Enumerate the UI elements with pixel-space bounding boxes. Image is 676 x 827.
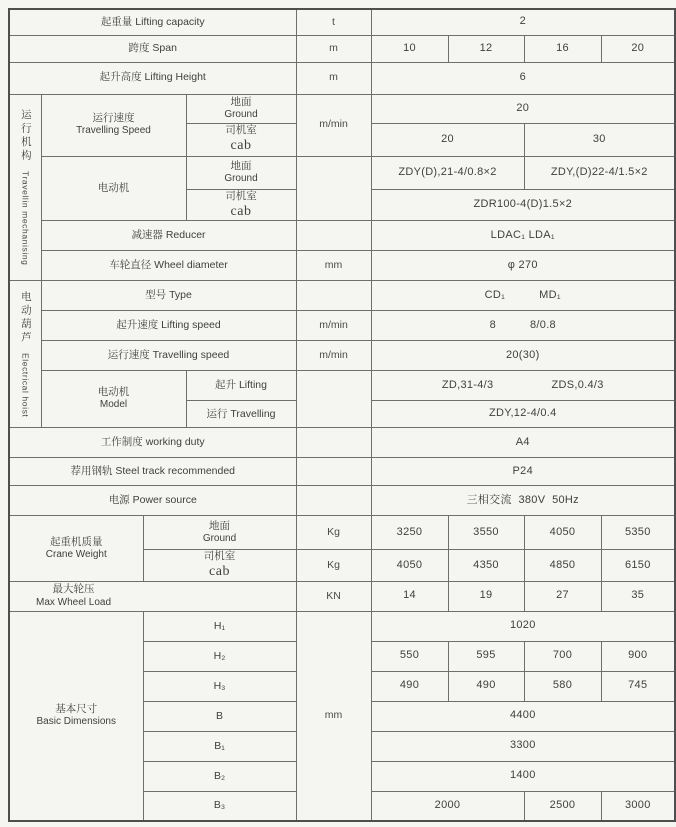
section-travelling-mechanism-en: Travellin mechanising — [20, 171, 31, 266]
cab-label-en: cab — [230, 203, 252, 219]
hoist-type-value — [371, 281, 675, 311]
hoist-motor-label-zh: 电动机 — [97, 386, 130, 399]
dim-h2-value: 550 — [371, 641, 448, 671]
row-steel-track — [9, 458, 675, 486]
max-wheel-load-unit: KN — [296, 581, 371, 611]
hoist-motor-lifting-value — [371, 371, 675, 401]
power-source-label: 电源 Power source — [9, 486, 296, 516]
dim-h2-value: 900 — [601, 641, 675, 671]
travel-motor-ground-value-right: ZDY,(D)22-4/1.5×2 — [524, 156, 675, 189]
travel-speed-cab-value-right: 30 — [524, 123, 675, 156]
dim-h3-label: H₃ — [143, 671, 296, 701]
power-source-value: 三相交流 380V 50Hz — [371, 486, 675, 516]
hoist-travelling-speed-label: 运行速度 Travelling speed — [41, 341, 296, 371]
max-wheel-load-label-zh: 最大轮压 — [52, 583, 95, 596]
crane-weight-cab-value: 4350 — [448, 550, 524, 582]
crane-spec-sheet — [8, 8, 676, 822]
cab-label-en: cab — [230, 138, 252, 154]
working-duty-value: A4 — [371, 428, 675, 458]
crane-weight-ground-value: 3250 — [371, 516, 448, 550]
row-power-source — [9, 486, 675, 516]
basic-dimensions-label-en: Basic Dimensions — [36, 716, 116, 728]
hoist-type-value-left: CD₁ — [484, 288, 506, 301]
hoist-motor-travelling-value: ZDY,12-4/0.4 — [371, 401, 675, 428]
span-value: 20 — [601, 35, 675, 62]
basic-dimensions-unit: mm — [296, 611, 371, 821]
crane-weight-ground-value: 3550 — [448, 516, 524, 550]
hoist-lifting-speed-value — [371, 311, 675, 341]
row-travel-speed-ground — [9, 94, 675, 123]
dim-h1-label: H₁ — [143, 611, 296, 641]
crane-weight-cab-value: 6150 — [601, 550, 675, 582]
basic-dimensions-label-zh: 基本尺寸 — [55, 703, 98, 716]
row-wheel-diameter — [9, 251, 675, 281]
dim-h3-value: 490 — [448, 671, 524, 701]
dim-b3-value: 3000 — [601, 791, 675, 821]
travel-speed-label-en: Travelling Speed — [76, 125, 151, 137]
wheel-diameter-value: φ 270 — [371, 251, 675, 281]
hoist-type-label: 型号 Type — [41, 281, 296, 311]
span-value: 12 — [448, 35, 524, 62]
max-wheel-load-value: 19 — [448, 581, 524, 611]
section-electrical-hoist-en: Electrical hoist — [20, 352, 31, 418]
power-source-unit — [296, 486, 371, 516]
travel-motor-unit — [296, 156, 371, 221]
ground-label-en: Ground — [224, 172, 258, 184]
span-value: 16 — [524, 35, 601, 62]
travel-speed-ground-value: 20 — [371, 94, 675, 123]
crane-weight-ground-unit: Kg — [296, 516, 371, 550]
hoist-motor-label-en: Model — [99, 399, 128, 411]
hoist-motor-lifting-left: ZD,31-4/3 — [441, 378, 494, 391]
dim-h2-value: 700 — [524, 641, 601, 671]
steel-track-value: P24 — [371, 458, 675, 486]
hoist-motor-travelling-label: 运行 Travelling — [186, 401, 296, 428]
dim-h2-value: 595 — [448, 641, 524, 671]
ground-label-en: Ground — [224, 108, 258, 120]
cab-label-zh: 司机室 — [225, 189, 257, 202]
row-max-wheel-load — [9, 581, 675, 611]
ground-label-en: Ground — [202, 532, 237, 544]
travel-speed-cab-label — [186, 123, 296, 156]
travel-speed-label — [41, 94, 186, 156]
dim-b3-value: 2000 — [371, 791, 524, 821]
dim-b1-label: B₁ — [143, 731, 296, 761]
max-wheel-load-value: 35 — [601, 581, 675, 611]
section-travelling-mechanism — [9, 94, 41, 281]
dim-h3-value: 580 — [524, 671, 601, 701]
hoist-motor-label — [41, 371, 186, 428]
travel-speed-unit: m/min — [296, 94, 371, 156]
crane-weight-cab-label — [143, 550, 296, 582]
ground-label-zh: 地面 — [230, 159, 252, 172]
row-hoist-travelling-speed — [9, 341, 675, 371]
crane-weight-ground-label — [143, 516, 296, 550]
lifting-capacity-unit: t — [296, 9, 371, 35]
hoist-motor-lifting-label: 起升 Lifting — [186, 371, 296, 401]
hoist-motor-lifting-right: ZDS,0.4/3 — [551, 378, 604, 391]
crane-weight-label-en: Crane Weight — [45, 548, 107, 560]
dim-b3-value: 2500 — [524, 791, 601, 821]
row-hoist-lifting-speed — [9, 311, 675, 341]
hoist-travelling-speed-value: 20(30) — [371, 341, 675, 371]
steel-track-unit — [296, 458, 371, 486]
hoist-lifting-speed-label: 起升速度 Lifting speed — [41, 311, 296, 341]
crane-weight-cab-value: 4050 — [371, 550, 448, 582]
lifting-capacity-label: 起重量 Lifting capacity — [9, 9, 296, 35]
hoist-motor-unit — [296, 371, 371, 428]
wheel-diameter-unit: mm — [296, 251, 371, 281]
lifting-height-label: 起升高度 Lifting Height — [9, 62, 296, 94]
row-working-duty — [9, 428, 675, 458]
span-label: 跨度 Span — [9, 35, 296, 62]
section-electrical-hoist — [9, 281, 41, 428]
crane-weight-label-zh: 起重机质量 — [50, 535, 103, 548]
dim-b3-label: B₃ — [143, 791, 296, 821]
dim-h1-value: 1020 — [371, 611, 675, 641]
span-value: 10 — [371, 35, 448, 62]
hoist-lifting-speed-left: 8 — [489, 318, 496, 331]
row-lifting-capacity — [9, 9, 675, 35]
crane-weight-label — [9, 516, 143, 582]
travel-speed-cab-value-left: 20 — [371, 123, 524, 156]
travel-speed-ground-label — [186, 94, 296, 123]
lifting-height-value: 6 — [371, 62, 675, 94]
dim-b-label: B — [143, 701, 296, 731]
ground-label-zh: 地面 — [230, 95, 252, 108]
dim-b1-value: 3300 — [371, 731, 675, 761]
row-hoist-type — [9, 281, 675, 311]
spec-table — [8, 8, 676, 822]
travel-motor-cab-label — [186, 189, 296, 221]
wheel-diameter-label: 车轮直径 Wheel diameter — [41, 251, 296, 281]
max-wheel-load-value: 27 — [524, 581, 601, 611]
travel-motor-ground-value-left: ZDY(D),21-4/0.8×2 — [371, 156, 524, 189]
row-crane-weight-ground — [9, 516, 675, 550]
row-dim-h1 — [9, 611, 675, 641]
hoist-type-unit — [296, 281, 371, 311]
dim-h3-value: 745 — [601, 671, 675, 701]
travel-speed-label-zh: 运行速度 — [92, 112, 135, 125]
row-travel-motor-ground — [9, 156, 675, 189]
max-wheel-load-label-en: Max Wheel Load — [36, 596, 112, 608]
row-span — [9, 35, 675, 62]
reducer-label: 减速器 Reducer — [41, 221, 296, 251]
section-electrical-hoist-zh: 电动葫芦 — [19, 290, 32, 345]
lifting-capacity-value: 2 — [371, 9, 675, 35]
steel-track-label: 荐用钢轨 Steel track recommended — [9, 458, 296, 486]
lifting-height-unit: m — [296, 62, 371, 94]
hoist-lifting-speed-right: 8/0.8 — [530, 318, 556, 331]
dim-h2-label: H₂ — [143, 641, 296, 671]
crane-weight-cab-unit: Kg — [296, 550, 371, 582]
span-unit: m — [296, 35, 371, 62]
crane-weight-ground-value: 5350 — [601, 516, 675, 550]
ground-label-zh: 地面 — [209, 519, 230, 532]
travel-motor-cab-value: ZDR100-4(D)1.5×2 — [371, 189, 675, 221]
row-lifting-height — [9, 62, 675, 94]
cab-label-en: cab — [209, 564, 230, 580]
travel-motor-ground-label — [186, 156, 296, 189]
reducer-value: LDAC₁ LDA₁ — [371, 221, 675, 251]
basic-dimensions-label — [9, 611, 143, 821]
hoist-travelling-speed-unit: m/min — [296, 341, 371, 371]
hoist-lifting-speed-unit: m/min — [296, 311, 371, 341]
hoist-type-value-right: MD₁ — [539, 288, 561, 301]
cab-label-zh: 司机室 — [203, 550, 236, 563]
section-travelling-mechanism-zh: 运行机构 — [19, 109, 32, 164]
reducer-unit — [296, 221, 371, 251]
row-hoist-motor-lifting — [9, 371, 675, 401]
dim-b2-label: B₂ — [143, 761, 296, 791]
crane-weight-ground-value: 4050 — [524, 516, 601, 550]
max-wheel-load-label — [9, 581, 296, 611]
max-wheel-load-value: 14 — [371, 581, 448, 611]
dim-b-value: 4400 — [371, 701, 675, 731]
dim-b2-value: 1400 — [371, 761, 675, 791]
travel-motor-label: 电动机 — [41, 156, 186, 221]
dim-h3-value: 490 — [371, 671, 448, 701]
crane-weight-cab-value: 4850 — [524, 550, 601, 582]
cab-label-zh: 司机室 — [225, 124, 257, 137]
working-duty-unit — [296, 428, 371, 458]
working-duty-label: 工作制度 working duty — [9, 428, 296, 458]
row-reducer — [9, 221, 675, 251]
